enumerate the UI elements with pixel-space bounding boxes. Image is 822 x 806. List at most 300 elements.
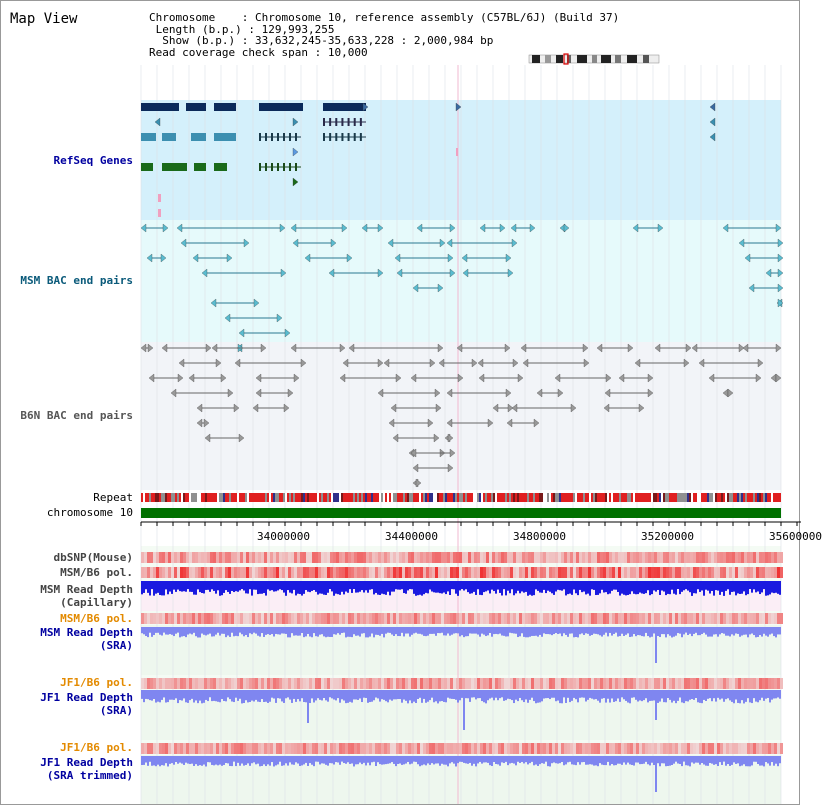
heat-cell <box>399 613 402 624</box>
depth-bar <box>397 756 399 764</box>
depth-bar <box>205 581 207 590</box>
heat-cell <box>363 613 366 624</box>
depth-bar <box>367 627 369 637</box>
heat-cell <box>231 743 234 754</box>
heat-cell <box>594 743 597 754</box>
heat-cell <box>666 613 669 624</box>
heat-cell <box>384 567 387 578</box>
depth-bar <box>719 581 721 595</box>
heat-cell <box>702 552 705 563</box>
heat-cell <box>660 678 663 689</box>
depth-bar <box>765 581 767 596</box>
depth-bar <box>575 690 577 699</box>
heat-cell <box>657 552 660 563</box>
depth-bar <box>697 690 699 702</box>
heat-cell <box>342 743 345 754</box>
heat-cell <box>366 678 369 689</box>
depth-bar <box>525 581 527 592</box>
heat-cell <box>222 552 225 563</box>
heat-cell <box>312 567 315 578</box>
depth-bar <box>405 627 407 634</box>
heat-cell <box>369 567 372 578</box>
depth-bar <box>475 581 477 595</box>
heat-cell <box>759 743 762 754</box>
heat-cell <box>432 567 435 578</box>
track-label-refseq[interactable]: RefSeq Genes <box>53 154 133 167</box>
depth-bar <box>225 581 227 590</box>
track-label-jf1-depth-sra-1[interactable]: JF1 Read Depth <box>40 691 133 704</box>
depth-bar <box>559 627 561 634</box>
depth-bar <box>773 581 775 593</box>
depth-bar <box>649 756 651 765</box>
depth-bar <box>457 581 459 596</box>
heat-cell <box>549 743 552 754</box>
depth-bar <box>281 581 283 590</box>
heat-cell <box>234 552 237 563</box>
repeat-element <box>481 493 483 502</box>
depth-bar <box>415 627 417 633</box>
heat-cell <box>216 678 219 689</box>
repeat-element <box>527 493 529 502</box>
heat-cell <box>375 567 378 578</box>
depth-bar <box>595 627 597 634</box>
heat-cell <box>273 613 276 624</box>
depth-bar <box>537 690 539 703</box>
depth-bar <box>451 627 453 635</box>
heat-cell <box>285 613 288 624</box>
heat-cell <box>561 613 564 624</box>
heat-cell <box>438 567 441 578</box>
heat-cell <box>222 743 225 754</box>
depth-bar <box>333 627 335 634</box>
heat-cell <box>603 613 606 624</box>
depth-bar <box>687 690 689 701</box>
depth-bar <box>549 690 551 699</box>
depth-bar <box>395 756 397 766</box>
heat-cell <box>387 567 390 578</box>
depth-bar <box>705 581 707 590</box>
heat-cell <box>195 567 198 578</box>
track-label-jf1-depth-tr-1[interactable]: JF1 Read Depth <box>40 756 133 769</box>
depth-bar <box>637 581 639 594</box>
depth-bar <box>309 690 311 703</box>
heat-cell <box>633 567 636 578</box>
repeat-element <box>155 493 157 502</box>
track-label-jf1-pol-2[interactable]: JF1/B6 pol. <box>60 741 133 754</box>
heat-cell <box>480 678 483 689</box>
track-label-msm-bac[interactable]: MSM BAC end pairs <box>20 274 133 287</box>
heat-cell <box>270 552 273 563</box>
heat-cell <box>435 613 438 624</box>
depth-bar <box>277 756 279 764</box>
depth-bar <box>649 581 651 595</box>
repeat-element <box>149 493 151 502</box>
depth-bar <box>175 581 177 592</box>
heat-cell <box>261 743 264 754</box>
heat-cell <box>165 613 168 624</box>
depth-bar <box>239 690 241 699</box>
depth-bar <box>383 627 385 637</box>
track-label-b6n-bac[interactable]: B6N BAC end pairs <box>20 409 133 422</box>
depth-bar <box>237 581 239 592</box>
heat-cell <box>723 743 726 754</box>
depth-bar <box>535 581 537 589</box>
heat-cell <box>492 613 495 624</box>
depth-bar <box>529 627 531 637</box>
depth-bar <box>261 581 263 594</box>
depth-bar <box>291 581 293 593</box>
depth-bar <box>599 627 601 635</box>
heat-cell <box>510 567 513 578</box>
depth-bar <box>737 756 739 763</box>
heat-cell <box>516 567 519 578</box>
depth-bar <box>567 690 569 698</box>
heat-cell <box>729 743 732 754</box>
depth-bar <box>719 690 721 700</box>
depth-bar <box>319 756 321 764</box>
heat-cell <box>390 743 393 754</box>
repeat-element <box>157 493 159 502</box>
heat-cell <box>249 743 252 754</box>
heat-cell <box>195 678 198 689</box>
heat-cell <box>642 743 645 754</box>
heat-cell <box>147 743 150 754</box>
depth-bar <box>747 756 749 766</box>
repeat-element <box>557 493 559 502</box>
depth-bar <box>433 756 435 764</box>
depth-bar <box>547 581 549 591</box>
depth-bar <box>461 756 463 762</box>
depth-bar <box>233 581 235 592</box>
depth-bar <box>763 690 765 701</box>
depth-bar <box>771 756 773 762</box>
heat-cell <box>759 613 762 624</box>
track-label-jf1-pol[interactable]: JF1/B6 pol. <box>60 676 133 689</box>
heat-cell <box>588 678 591 689</box>
depth-bar <box>299 690 301 701</box>
heat-cell <box>336 678 339 689</box>
depth-bar <box>479 581 481 595</box>
heat-cell <box>462 743 465 754</box>
depth-bar <box>503 690 505 701</box>
heat-cell <box>372 678 375 689</box>
repeat-element <box>181 493 183 502</box>
heat-cell <box>153 678 156 689</box>
depth-bar <box>407 581 409 590</box>
heat-cell <box>312 613 315 624</box>
heat-cell <box>444 552 447 563</box>
depth-bar <box>733 627 735 636</box>
depth-bar <box>717 627 719 637</box>
heat-cell <box>633 678 636 689</box>
repeat-element <box>755 493 757 502</box>
heat-cell <box>414 743 417 754</box>
depth-bar <box>315 756 317 762</box>
repeat-element <box>255 493 257 502</box>
depth-bar <box>313 581 315 590</box>
heat-cell <box>639 678 642 689</box>
depth-bar <box>467 627 469 636</box>
track-label-msm-depth-cap-1[interactable]: MSM Read Depth <box>40 583 133 596</box>
heat-cell <box>567 552 570 563</box>
heat-cell <box>378 613 381 624</box>
heat-cell <box>210 552 213 563</box>
heat-cell <box>726 613 729 624</box>
heat-cell <box>705 613 708 624</box>
heat-cell <box>375 552 378 563</box>
depth-bar <box>761 690 763 698</box>
depth-bar <box>267 756 269 764</box>
repeat-element <box>639 493 641 502</box>
depth-bar <box>459 627 461 636</box>
depth-bar <box>343 690 345 701</box>
depth-bar <box>515 756 517 765</box>
repeat-element <box>543 493 545 502</box>
depth-bar <box>401 627 403 633</box>
depth-bar <box>235 756 237 766</box>
heat-cell <box>609 678 612 689</box>
heat-cell <box>171 552 174 563</box>
gene-block <box>214 103 236 111</box>
heat-cell <box>192 678 195 689</box>
depth-bar <box>499 690 501 698</box>
repeat-element <box>689 493 691 502</box>
heat-cell <box>519 552 522 563</box>
heat-cell <box>753 743 756 754</box>
heat-cell <box>717 567 720 578</box>
heat-cell <box>603 552 606 563</box>
heat-cell <box>300 613 303 624</box>
heat-cell <box>537 678 540 689</box>
repeat-element <box>301 493 303 502</box>
heat-cell <box>684 743 687 754</box>
heat-cell <box>441 613 444 624</box>
heat-cell <box>303 613 306 624</box>
depth-bar <box>271 756 273 762</box>
depth-bar <box>229 690 231 699</box>
gene-exon <box>335 133 337 141</box>
depth-bar <box>281 627 283 633</box>
depth-bar <box>535 627 537 636</box>
heat-cell <box>258 552 261 563</box>
depth-bar <box>193 690 195 702</box>
depth-bar <box>203 627 205 635</box>
track-label-msm-depth-sra-1[interactable]: MSM Read Depth <box>40 626 133 639</box>
heat-cell <box>729 552 732 563</box>
depth-bar <box>415 581 417 596</box>
depth-bar <box>729 581 731 595</box>
depth-bar <box>755 581 757 592</box>
depth-bar <box>289 581 291 593</box>
depth-bar <box>283 756 285 765</box>
heat-cell <box>180 613 183 624</box>
repeat-element <box>529 493 531 502</box>
heat-cell <box>231 678 234 689</box>
gene-exon <box>259 163 261 171</box>
depth-bar <box>689 756 691 766</box>
gene-block <box>141 163 153 171</box>
depth-bar <box>675 627 677 636</box>
repeat-element <box>305 493 307 502</box>
track-label-dbsnp[interactable]: dbSNP(Mouse) <box>53 551 133 564</box>
heat-cell <box>219 567 222 578</box>
heat-cell <box>378 567 381 578</box>
gene-block <box>158 209 161 217</box>
repeat-element <box>627 493 629 502</box>
heat-cell <box>477 743 480 754</box>
depth-bar <box>369 756 371 765</box>
heat-cell <box>606 743 609 754</box>
heat-cell <box>324 678 327 689</box>
heat-cell <box>573 552 576 563</box>
depth-bar <box>671 581 673 590</box>
heat-cell <box>369 552 372 563</box>
heat-cell <box>447 678 450 689</box>
heat-cell <box>402 678 405 689</box>
depth-bar <box>437 581 439 593</box>
heat-cell <box>156 678 159 689</box>
heat-cell <box>555 613 558 624</box>
depth-bar <box>675 756 677 762</box>
gene-exon <box>277 163 279 171</box>
heat-cell <box>420 678 423 689</box>
depth-bar <box>369 581 371 590</box>
heat-cell <box>468 567 471 578</box>
heat-cell <box>309 678 312 689</box>
depth-bar <box>509 627 511 633</box>
heat-cell <box>324 743 327 754</box>
heat-cell <box>714 743 717 754</box>
depth-bar <box>615 756 617 765</box>
heat-cell <box>519 743 522 754</box>
gene-exon <box>271 133 273 141</box>
depth-bar <box>767 627 769 637</box>
heat-cell <box>444 743 447 754</box>
repeat-element <box>457 493 459 502</box>
heat-cell <box>744 567 747 578</box>
repeat-element <box>677 493 679 502</box>
heat-cell <box>558 743 561 754</box>
repeat-element <box>321 493 323 502</box>
depth-bar <box>579 581 581 590</box>
heat-cell <box>396 552 399 563</box>
depth-bar <box>169 581 171 592</box>
heat-cell <box>243 567 246 578</box>
depth-bar <box>179 690 181 700</box>
depth-bar <box>561 756 563 762</box>
heat-cell <box>225 552 228 563</box>
depth-bar <box>629 627 631 637</box>
depth-bar <box>443 581 445 593</box>
heat-cell <box>624 567 627 578</box>
depth-bar <box>709 627 711 637</box>
heat-cell <box>744 613 747 624</box>
heat-cell <box>756 678 759 689</box>
depth-bar <box>759 581 761 594</box>
depth-bar <box>347 581 349 593</box>
heat-cell <box>564 743 567 754</box>
depth-bar <box>633 756 635 766</box>
repeat-element <box>659 493 661 502</box>
heat-cell <box>390 613 393 624</box>
gene-exon <box>289 163 291 171</box>
depth-bar <box>759 756 761 766</box>
depth-bar <box>333 581 335 596</box>
chromosome-value: Chromosome 10, reference assembly (C57BL/6J) (Build 37) <box>254 11 620 24</box>
gene-exon <box>289 133 291 141</box>
depth-bar <box>753 756 755 762</box>
heat-cell <box>240 552 243 563</box>
depth-bar <box>669 627 671 636</box>
depth-bar <box>623 627 625 636</box>
length-key: Length (b.p.) <box>155 22 242 36</box>
heat-cell <box>522 567 525 578</box>
depth-bar <box>711 690 713 701</box>
depth-bar <box>545 581 547 593</box>
depth-bar <box>317 690 319 698</box>
depth-bar <box>335 690 337 700</box>
depth-bar <box>305 756 307 763</box>
track-label-repeat[interactable]: Repeat <box>93 491 133 504</box>
depth-bar <box>691 690 693 699</box>
track-label-msm-pol-2[interactable]: MSM/B6 pol. <box>60 612 133 625</box>
repeat-element <box>763 493 765 502</box>
heat-cell <box>540 552 543 563</box>
depth-bar <box>459 756 461 762</box>
heat-cell <box>336 552 339 563</box>
heat-cell <box>762 613 765 624</box>
heat-cell <box>267 613 270 624</box>
heat-cell <box>489 743 492 754</box>
depth-bar <box>445 581 447 594</box>
depth-bar <box>621 690 623 697</box>
repeat-element <box>399 493 401 502</box>
depth-bar <box>523 756 525 763</box>
heat-cell <box>669 743 672 754</box>
heat-cell <box>450 613 453 624</box>
repeat-element <box>581 493 583 502</box>
repeat-element <box>339 493 341 502</box>
depth-bar <box>489 581 491 593</box>
depth-bar <box>589 756 591 764</box>
heat-cell <box>519 613 522 624</box>
depth-bar <box>535 756 537 765</box>
heat-cell <box>717 552 720 563</box>
heat-cell <box>159 552 162 563</box>
depth-bar <box>349 627 351 637</box>
repeat-element <box>509 493 511 502</box>
repeat-element <box>563 493 565 502</box>
depth-bar <box>305 627 307 636</box>
heat-cell <box>258 678 261 689</box>
heat-cell <box>717 613 720 624</box>
depth-bar <box>503 756 505 763</box>
repeat-element <box>577 493 579 502</box>
heat-cell <box>543 743 546 754</box>
depth-bar <box>575 756 577 765</box>
depth-bar <box>313 627 315 633</box>
heat-cell <box>144 552 147 563</box>
depth-bar <box>209 581 211 592</box>
depth-bar <box>295 581 297 595</box>
track-label-msm-pol[interactable]: MSM/B6 pol. <box>60 566 133 579</box>
depth-bar <box>365 627 367 637</box>
repeat-element <box>623 493 625 502</box>
depth-bar <box>419 756 421 766</box>
repeat-element <box>571 493 573 502</box>
heat-cell <box>672 678 675 689</box>
heat-cell <box>255 567 258 578</box>
